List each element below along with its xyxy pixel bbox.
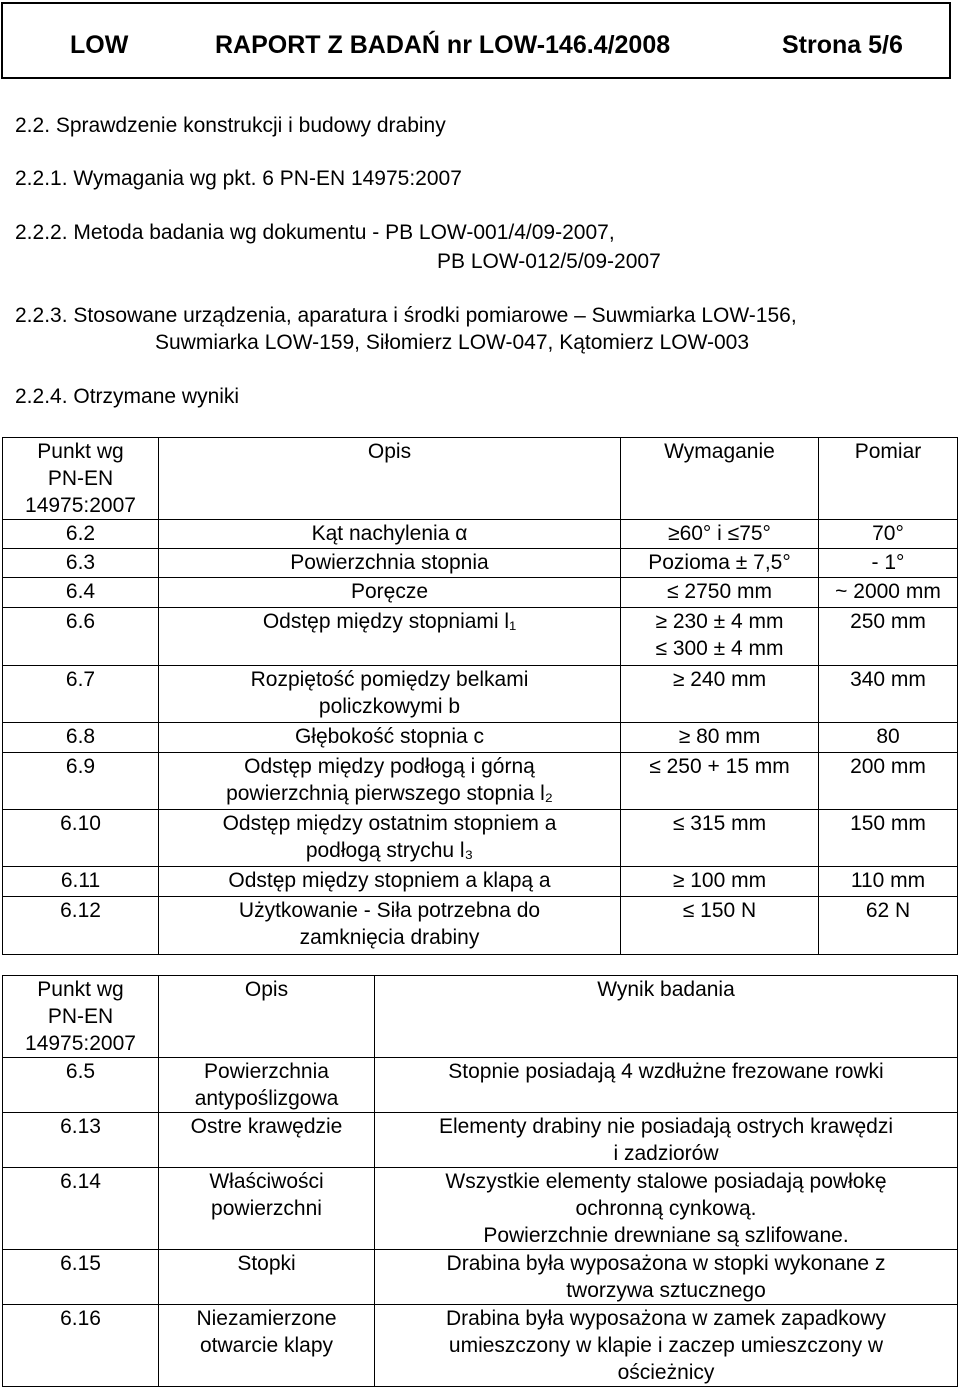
header-opis: Opis [159,438,621,520]
table-row [3,1113,958,1168]
cell-opis: Powierzchnia antypoślizgowa [159,1058,375,1113]
cell-wymaganie: ≥ 240 mm [621,666,819,723]
cell-pomiar: 250 mm [819,608,958,666]
section-2-2-2-line1: 2.2.2. Metoda badania wg dokumentu - PB LOW-001/4/09-2007, [15,221,615,244]
cell-punkt: 6.9 [3,753,159,810]
cell-wynik: Wszystkie elementy stalowe posiadają powłokę ochronną cynkową. Powierzchnie drewniane są szlifowane. [375,1168,958,1250]
cell-wymaganie: ≤ 315 mm [621,810,819,867]
cell-opis: Głębokość stopnia c [159,723,621,753]
cell-punkt: 6.13 [3,1113,159,1168]
cell-wymaganie: Pozioma ± 7,5° [621,549,819,578]
cell-opis: Powierzchnia stopnia [159,549,621,578]
report-header [1,2,951,79]
cell-opis: Niezamierzone otwarcie klapy [159,1305,375,1387]
cell-wynik: Drabina była wyposażona w stopki wykonane z tworzywa sztucznego [375,1250,958,1305]
section-2-2-3-line2: Suwmiarka LOW-159, Siłomierz LOW-047, Kątomierz LOW-003 [155,331,750,354]
table-row [3,666,958,723]
report-title: RAPORT Z BADAŃ nr LOW-146.4/2008 [215,31,671,59]
table-row [3,549,958,578]
section-2-2: 2.2. Sprawdzenie konstrukcji i budowy drabiny [15,114,446,137]
table-header-row [3,976,958,1058]
table-row [3,608,958,666]
cell-opis: Użytkowanie - Siła potrzebna do zamknięcia drabiny [159,897,621,955]
table-row [3,723,958,753]
cell-punkt: 6.15 [3,1250,159,1305]
results-table-requirements [2,437,958,955]
cell-opis: Odstęp między stopniem a klapą a [159,867,621,897]
header-pomiar: Pomiar [819,438,958,520]
cell-wynik: Stopnie posiadają 4 wzdłużne frezowane rowki [375,1058,958,1113]
header-wynik: Wynik badania [375,976,958,1058]
cell-opis: Właściwości powierzchni [159,1168,375,1250]
table-row [3,1305,958,1387]
table-row [3,867,958,897]
table-row [3,1058,958,1113]
cell-punkt: 6.5 [3,1058,159,1113]
cell-opis: Odstęp między stopniami l₁ [159,608,621,666]
cell-wynik: Elementy drabiny nie posiadają ostrych krawędzi i zadziorów [375,1113,958,1168]
cell-punkt: 6.7 [3,666,159,723]
cell-opis: Rozpiętość pomiędzy belkami policzkowymi b [159,666,621,723]
header-punkt: Punkt wg PN-EN 14975:2007 [3,438,159,520]
cell-opis: Stopki [159,1250,375,1305]
cell-punkt: 6.16 [3,1305,159,1387]
cell-wynik: Drabina była wyposażona w zamek zapadkowy umieszczony w klapie i zaczep umieszczony w ościeżnicy [375,1305,958,1387]
cell-wymaganie: ≤ 2750 mm [621,578,819,608]
cell-pomiar: 110 mm [819,867,958,897]
cell-punkt: 6.2 [3,520,159,549]
cell-wymaganie: ≤ 150 N [621,897,819,955]
table-row [3,578,958,608]
table-row [3,897,958,955]
cell-punkt: 6.12 [3,897,159,955]
cell-punkt: 6.8 [3,723,159,753]
cell-wymaganie: ≥60° i ≤75° [621,520,819,549]
cell-punkt: 6.14 [3,1168,159,1250]
cell-opis: Kąt nachylenia α [159,520,621,549]
table-row [3,1168,958,1250]
cell-opis: Poręcze [159,578,621,608]
cell-wymaganie: ≥ 80 mm [621,723,819,753]
results-table-inspection [2,975,958,1387]
table-row [3,753,958,810]
cell-punkt: 6.10 [3,810,159,867]
section-2-2-2-line2: PB LOW-012/5/09-2007 [437,250,661,273]
section-2-2-4: 2.2.4. Otrzymane wyniki [15,385,240,408]
table-row [3,810,958,867]
cell-pomiar: ~ 2000 mm [819,578,958,608]
cell-pomiar: 80 [819,723,958,753]
page-number: Strona 5/6 [782,31,903,59]
cell-pomiar: 62 N [819,897,958,955]
cell-punkt: 6.6 [3,608,159,666]
cell-wymaganie: ≤ 250 + 15 mm [621,753,819,810]
cell-pomiar: 200 mm [819,753,958,810]
cell-opis: Odstęp między ostatnim stopniem a podłogą strychu l₃ [159,810,621,867]
table-header-row [3,438,958,520]
cell-punkt: 6.3 [3,549,159,578]
cell-opis: Ostre krawędzie [159,1113,375,1168]
lab-name: LOW [70,31,129,59]
cell-pomiar: - 1° [819,549,958,578]
header-punkt: Punkt wg PN-EN 14975:2007 [3,976,159,1058]
section-2-2-1: 2.2.1. Wymagania wg pkt. 6 PN-EN 14975:2007 [15,167,462,190]
cell-wymaganie: ≥ 100 mm [621,867,819,897]
cell-wymaganie: ≥ 230 ± 4 mm ≤ 300 ± 4 mm [621,608,819,666]
cell-pomiar: 150 mm [819,810,958,867]
cell-pomiar: 70° [819,520,958,549]
header-wymaganie: Wymaganie [621,438,819,520]
cell-pomiar: 340 mm [819,666,958,723]
cell-punkt: 6.11 [3,867,159,897]
table-row [3,520,958,549]
table-row [3,1250,958,1305]
header-opis: Opis [159,976,375,1058]
cell-opis: Odstęp między podłogą i górną powierzchnią pierwszego stopnia l₂ [159,753,621,810]
section-2-2-3-line1: 2.2.3. Stosowane urządzenia, aparatura i środki pomiarowe – Suwmiarka LOW-156, [15,304,797,327]
cell-punkt: 6.4 [3,578,159,608]
